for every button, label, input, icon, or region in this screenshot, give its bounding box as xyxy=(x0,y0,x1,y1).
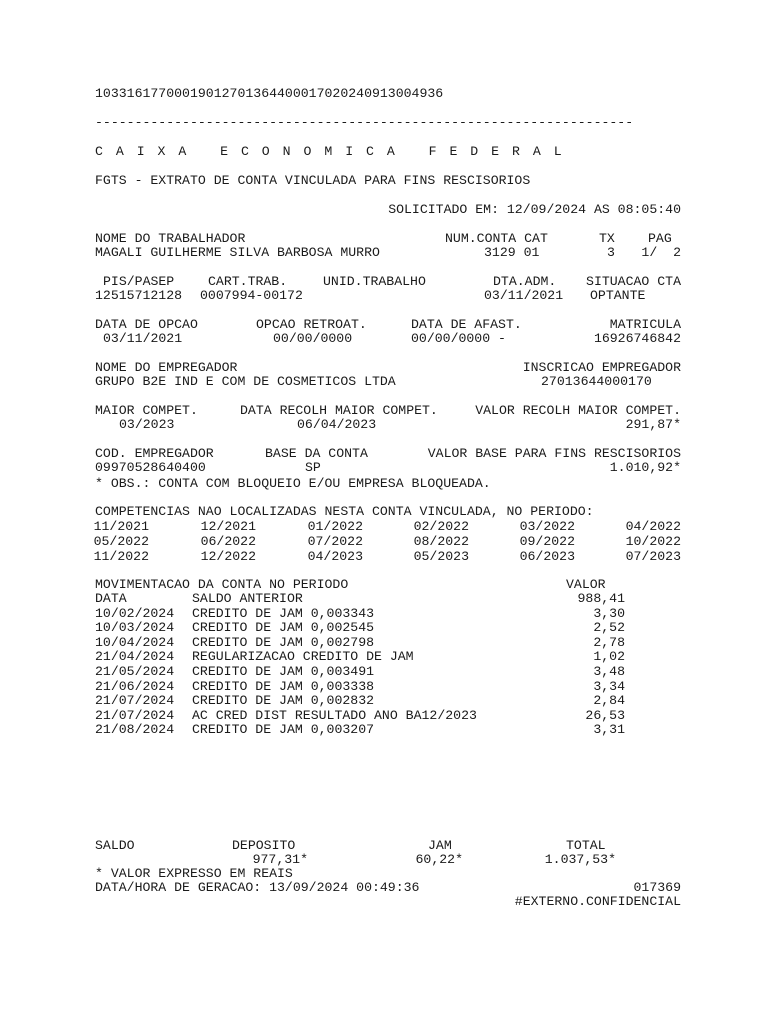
movement-value: 2,52 xyxy=(593,620,625,636)
movement-date: 21/05/2024 xyxy=(95,664,175,679)
movement-row xyxy=(95,649,681,664)
movement-value: 3,48 xyxy=(593,664,625,679)
movement-row xyxy=(95,679,681,694)
movement-value: 3,31 xyxy=(593,722,625,738)
opcao-label: DATA DE OPCAO xyxy=(95,317,198,332)
valor-recolh-label: VALOR RECOLH MAIOR COMPET. xyxy=(475,403,681,418)
adm-label: DTA.ADM. xyxy=(493,274,557,289)
movement-description: AC CRED DIST RESULTADO ANO BA12/2023 xyxy=(192,707,477,723)
employer-name-label: NOME DO EMPREGADOR xyxy=(95,360,238,375)
missing-competence-cell: 11/2022 xyxy=(93,549,149,564)
movement-description: CREDITO DE JAM 0,002832 xyxy=(192,693,375,709)
missing-competence-cell: 06/2023 xyxy=(519,549,575,564)
missing-competences-row xyxy=(95,519,681,534)
base-conta-value: SP xyxy=(305,460,321,475)
matricula-value: 16926746842 xyxy=(593,331,681,346)
movement-value: 988,41 xyxy=(577,591,625,606)
totals-labels xyxy=(95,838,681,853)
movement-row xyxy=(95,708,681,723)
movement-description: CREDITO DE JAM 0,003343 xyxy=(192,605,375,621)
requested-line xyxy=(95,202,681,217)
missing-competence-cell: 08/2022 xyxy=(413,534,469,549)
missing-competence-cell: 07/2022 xyxy=(307,534,363,549)
separator: -------------------------------------------------------------------- xyxy=(95,115,634,130)
id-labels xyxy=(95,274,681,289)
adm-value: 03/11/2021 xyxy=(484,288,564,303)
movement-row xyxy=(95,606,681,621)
movement-row xyxy=(95,591,681,606)
movement-date: 10/04/2024 xyxy=(95,634,175,650)
movement-row xyxy=(95,664,681,679)
retroat-value: 00/00/0000 xyxy=(273,331,353,346)
inscricao-label: INSCRICAO EMPREGADOR xyxy=(522,360,681,375)
tx-value: 3 xyxy=(607,245,615,260)
total-value: 1.037,53* xyxy=(544,852,616,867)
situacao-label: SITUACAO CTA xyxy=(586,274,681,289)
movement-date: 21/04/2024 xyxy=(95,649,175,665)
valor-label: VALOR xyxy=(566,577,606,592)
cart-label: CART.TRAB. xyxy=(208,274,288,289)
situacao-value: OPTANTE xyxy=(590,288,646,303)
opcao-value: 03/11/2021 xyxy=(103,331,183,346)
movement-row xyxy=(95,620,681,635)
movement-description: CREDITO DE JAM 0,003207 xyxy=(192,722,375,738)
cod-empregador-value: 09970528640400 xyxy=(95,460,206,475)
worker-values xyxy=(95,245,681,260)
worker-labels xyxy=(95,231,681,246)
missing-competences-title: COMPETENCIAS NAO LOCALIZADAS NESTA CONTA VINCULADA, NO PERIODO: xyxy=(95,504,594,519)
missing-competences-row xyxy=(95,549,681,564)
inscricao-value: 27013644000170 xyxy=(541,374,652,389)
competence-values xyxy=(95,417,681,432)
movement-description: CREDITO DE JAM 0,002545 xyxy=(192,620,375,636)
barcode-number: 10331617700019012701364400017020240913004936 xyxy=(95,86,444,101)
base-labels xyxy=(95,446,681,461)
account-label: NUM.CONTA CAT xyxy=(445,231,548,246)
base-values xyxy=(95,460,681,475)
employer-values xyxy=(95,374,681,389)
data-recolh-label: DATA RECOLH MAIOR COMPET. xyxy=(240,403,438,418)
movement-date: 10/02/2024 xyxy=(95,605,175,621)
afast-value: 00/00/0000 - xyxy=(411,331,506,346)
competence-labels xyxy=(95,403,681,418)
totals-values xyxy=(95,852,681,867)
missing-competence-cell: 05/2023 xyxy=(413,549,469,564)
worker-name: MAGALI GUILHERME SILVA BARBOSA MURRO xyxy=(95,245,380,260)
movement-description: CREDITO DE JAM 0,003491 xyxy=(192,664,375,679)
generated-at: DATA/HORA DE GERACAO: 13/09/2024 00:49:36 xyxy=(95,880,420,895)
document-title: FGTS - EXTRATO DE CONTA VINCULADA PARA FINS RESCISORIOS xyxy=(95,173,531,188)
movement-value: 3,34 xyxy=(593,678,625,694)
movement-description: CREDITO DE JAM 0,002798 xyxy=(192,634,375,650)
missing-competence-cell: 06/2022 xyxy=(200,534,256,549)
missing-competence-cell: 02/2022 xyxy=(413,519,469,534)
retroat-label: OPCAO RETROAT. xyxy=(256,317,367,332)
data-recolh-value: 06/04/2023 xyxy=(297,417,377,432)
pis-value: 12515712128 xyxy=(95,288,183,303)
movement-title: MOVIMENTACAO DA CONTA NO PERIODO xyxy=(95,577,349,592)
missing-competence-cell: 11/2021 xyxy=(93,519,149,534)
missing-competence-cell: 12/2021 xyxy=(200,519,256,534)
page-label: PAG xyxy=(648,231,672,246)
cod-empregador-label: COD. EMPREGADOR xyxy=(95,446,214,461)
movement-description: SALDO ANTERIOR xyxy=(192,591,303,606)
account-number: 3129 01 xyxy=(484,245,540,260)
missing-competence-cell: 10/2022 xyxy=(625,534,681,549)
movement-row xyxy=(95,693,681,708)
movement-value: 3,30 xyxy=(593,605,625,621)
worker-name-label: NOME DO TRABALHADOR xyxy=(95,231,246,246)
cart-value: 0007994-00172 xyxy=(200,288,303,303)
document-code: 017369 xyxy=(633,880,681,895)
movement-date: 21/07/2024 xyxy=(95,707,175,723)
requested-at: SOLICITADO EM: 12/09/2024 AS 08:05:40 xyxy=(388,202,681,217)
missing-competence-cell: 07/2023 xyxy=(625,549,681,564)
missing-competence-cell: 12/2022 xyxy=(200,549,256,564)
movement-header xyxy=(95,577,681,592)
unid-label: UNID.TRABALHO xyxy=(323,274,426,289)
jam-value: 60,22* xyxy=(415,852,463,867)
data-label: DATA xyxy=(95,591,127,606)
valor-base-value: 1.010,92* xyxy=(609,460,681,475)
tx-label: TX xyxy=(599,231,615,246)
missing-competence-cell: 04/2023 xyxy=(307,549,363,564)
movement-description: CREDITO DE JAM 0,003338 xyxy=(192,678,375,694)
movement-row xyxy=(95,722,681,737)
id-values xyxy=(95,288,681,303)
missing-competence-cell: 05/2022 xyxy=(93,534,149,549)
matricula-label: MATRICULA xyxy=(609,317,681,332)
base-conta-label: BASE DA CONTA xyxy=(265,446,368,461)
movement-value: 2,84 xyxy=(593,693,625,709)
movement-date: 10/03/2024 xyxy=(95,620,175,636)
bank-name: CAIXA ECONOMICA FEDERAL xyxy=(95,144,575,159)
generation-line xyxy=(95,880,681,895)
afast-label: DATA DE AFAST. xyxy=(411,317,522,332)
movement-description: REGULARIZACAO CREDITO DE JAM xyxy=(192,649,414,665)
valor-recolh-value: 291,87* xyxy=(625,417,681,432)
movement-value: 26,53 xyxy=(585,707,625,723)
movement-value: 2,78 xyxy=(593,634,625,650)
deposito-value: 977,31* xyxy=(252,852,308,867)
page-value: 1/ 2 xyxy=(641,245,681,260)
jam-label: JAM xyxy=(428,838,452,853)
employer-labels xyxy=(95,360,681,375)
saldo-label: SALDO xyxy=(95,838,135,853)
maior-compet-value: 03/2023 xyxy=(119,417,175,432)
missing-competences-row xyxy=(95,534,681,549)
option-values xyxy=(95,331,681,346)
missing-competence-cell: 01/2022 xyxy=(307,519,363,534)
employer-name: GRUPO B2E IND E COM DE COSMETICOS LTDA xyxy=(95,374,396,389)
option-labels xyxy=(95,317,681,332)
currency-note: * VALOR EXPRESSO EM REAIS xyxy=(95,866,293,881)
blocked-obs: * OBS.: CONTA COM BLOQUEIO E/OU EMPRESA BLOQUEADA. xyxy=(95,476,491,491)
movement-row xyxy=(95,635,681,650)
movement-value: 1,02 xyxy=(593,649,625,665)
maior-compet-label: MAIOR COMPET. xyxy=(95,403,198,418)
valor-base-label: VALOR BASE PARA FINS RESCISORIOS xyxy=(427,446,681,461)
missing-competence-cell: 04/2022 xyxy=(625,519,681,534)
movement-date: 21/07/2024 xyxy=(95,693,175,709)
deposito-label: DEPOSITO xyxy=(232,838,296,853)
classification: #EXTERNO.CONFIDENCIAL xyxy=(514,894,681,909)
movement-date: 21/08/2024 xyxy=(95,722,175,738)
missing-competence-cell: 03/2022 xyxy=(519,519,575,534)
movement-date: 21/06/2024 xyxy=(95,678,175,694)
total-label: TOTAL xyxy=(566,838,606,853)
missing-competence-cell: 09/2022 xyxy=(519,534,575,549)
pis-label: PIS/PASEP xyxy=(103,274,175,289)
classification-line xyxy=(95,894,681,909)
